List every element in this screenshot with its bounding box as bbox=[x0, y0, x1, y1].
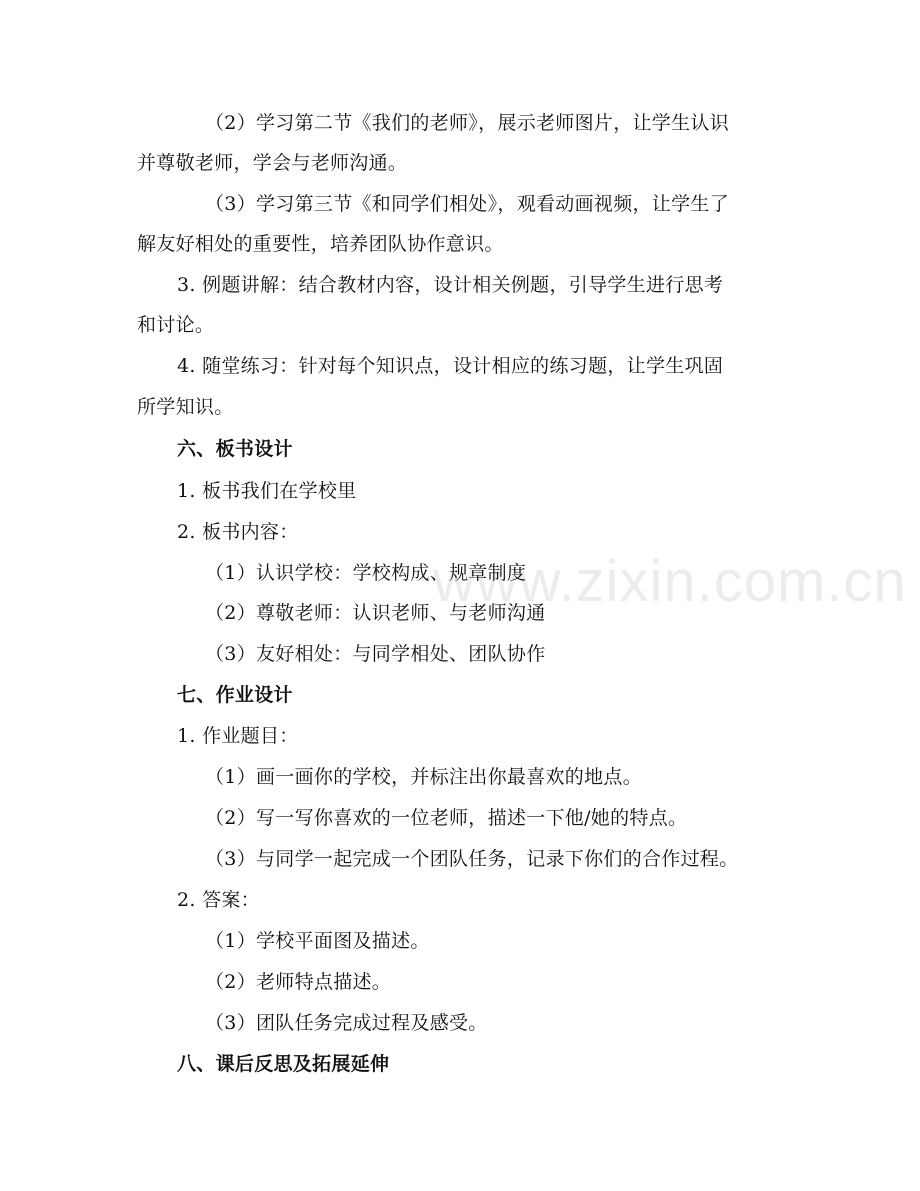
section-heading: 八、课后反思及拓展延伸 bbox=[177, 1053, 390, 1075]
paragraph-line: 所学知识。 bbox=[137, 396, 234, 418]
list-subitem: （3）团队任务完成过程及感受。 bbox=[205, 1012, 488, 1034]
list-subitem: （2）尊敬老师：认识老师、与老师沟通 bbox=[205, 602, 546, 624]
list-item: 1. 板书我们在学校里 bbox=[177, 480, 357, 502]
paragraph-line: 4. 随堂练习：针对每个知识点，设计相应的练习题，让学生巩固 bbox=[177, 355, 724, 377]
list-subitem: （2）老师特点描述。 bbox=[205, 971, 392, 993]
list-subitem: （2）写一写你喜欢的一位老师，描述一下他/她的特点。 bbox=[205, 807, 688, 829]
paragraph-line: （2）学习第二节《我们的老师》，展示老师图片，让学生认识 bbox=[205, 112, 729, 134]
list-subitem: （3）与同学一起完成一个团队任务，记录下你们的合作过程。 bbox=[205, 848, 739, 870]
list-subitem: （1）学校平面图及描述。 bbox=[205, 930, 430, 952]
list-item: 2. 板书内容： bbox=[177, 521, 299, 543]
list-item: 2. 答案： bbox=[177, 889, 260, 911]
list-subitem: （1）认识学校：学校构成、规章制度 bbox=[205, 562, 527, 584]
list-subitem: （3）友好相处：与同学相处、团队协作 bbox=[205, 643, 546, 665]
paragraph-line: 并尊敬老师，学会与老师沟通。 bbox=[137, 152, 408, 174]
list-item: 1. 作业题目： bbox=[177, 725, 299, 747]
watermark: www.zixin.com.cn bbox=[433, 549, 907, 614]
paragraph-line: 3. 例题讲解：结合教材内容，设计相关例题，引导学生进行思考 bbox=[177, 274, 724, 296]
paragraph-line: 和讨论。 bbox=[137, 314, 215, 336]
paragraph-line: 解友好相处的重要性，培养团队协作意识。 bbox=[137, 233, 504, 255]
paragraph-line: （3）学习第三节《和同学们相处》，观看动画视频，让学生了 bbox=[205, 193, 729, 215]
section-heading: 七、作业设计 bbox=[177, 684, 293, 706]
section-heading: 六、板书设计 bbox=[177, 438, 293, 460]
list-subitem: （1）画一画你的学校，并标注出你最喜欢的地点。 bbox=[205, 766, 642, 788]
